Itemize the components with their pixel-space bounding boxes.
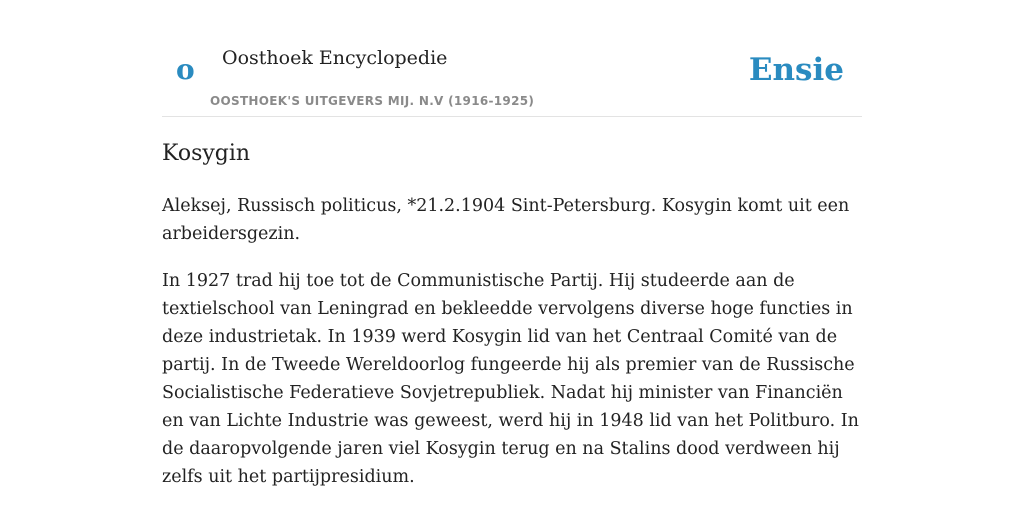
site-header bbox=[162, 0, 862, 117]
article bbox=[162, 136, 862, 491]
source-logo-icon[interactable]: o bbox=[176, 53, 195, 86]
ensie-logo-link[interactable]: Ensie bbox=[748, 52, 844, 88]
article-paragraph: Aleksej, Russisch politicus, *21.2.1904 Sint-Petersburg. Kosygin komt uit een arbeidersgezin. bbox=[162, 196, 850, 244]
source-title-link[interactable]: Oosthoek Encyclopedie bbox=[222, 47, 448, 69]
article-paragraph: In 1927 trad hij toe tot de Communistische Partij. Hij studeerde aan de textielschool van Leningrad en bekleedde vervolgens diverse hoge functies in deze industrietak. In 1939 werd Kosygin lid van het Centraal Comité van de partij. In de Tweede Wereldoorlog fungeerde hij als premier van de Russische Socialistische Federatieve Sovjetrepubliek. Nadat hij minister van Financiën en van Lichte Industrie was geweest, werd hij in 1948 lid van het Politburo. In de daaropvolgende jaren viel Kosygin terug en na Stalins dood verdween hij zelfs uit het partijpresidium. bbox=[162, 271, 859, 487]
article-title: Kosygin bbox=[162, 141, 251, 166]
source-subtitle: OOSTHOEK'S UITGEVERS MIJ. N.V (1916-1925) bbox=[210, 94, 535, 108]
